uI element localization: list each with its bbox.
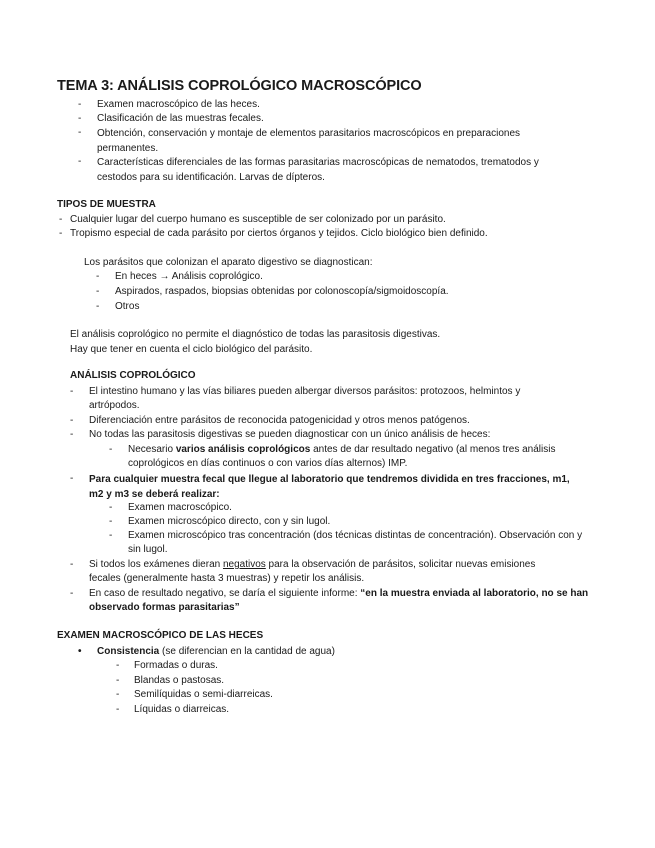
dash-marker: - (109, 444, 113, 455)
coprologico-item: No todas las parasitosis digestivas se pueden diagnosticar con un único análisis de heces: (89, 429, 491, 440)
tipos-item: Tropismo especial de cada parásito por ciertos órganos y tejidos. Ciclo biológico bien definido. (70, 228, 488, 239)
examen-item: Líquidas o diarreicas. (134, 704, 230, 715)
dash-marker: - (109, 530, 113, 541)
intro-item: Examen macroscópico de las heces. (97, 99, 260, 110)
intro-item: Características diferenciales de las formas parasitarias macroscópicas de nematodos, trematodos y cestodos para su identificación. Larvas de dípteros. (97, 157, 539, 183)
coprologico-item: Diferenciación entre parásitos de reconocida patogenicidad y otros menos patógenos. (89, 415, 470, 426)
subitem-bold: varios análisis coprológicos (175, 444, 311, 455)
dash-marker: - (78, 99, 82, 110)
dash-marker: - (78, 156, 82, 167)
dash-marker: - (116, 675, 120, 686)
tipos-note: Hay que tener en cuenta el ciclo biológico del parásito. (70, 344, 313, 355)
coprologico-subitem: Examen macroscópico. (128, 502, 232, 513)
dash-marker: - (59, 214, 63, 225)
item-underlined: negativos (222, 559, 266, 570)
dash-marker: - (109, 502, 113, 513)
coprologico-subitem: Examen microscópico tras concentración (dos técnicas distintas de concentración). Observación con y sin lugol. (128, 530, 583, 555)
bullet-marker: • (78, 646, 82, 657)
digestive-item: Aspirados, raspados, biopsias obtenidas por colonoscopía/sigmoidoscopía. (115, 286, 449, 297)
subitem-text: antes de dar resultado negativo (al menos tres análisis coprológicos en días continuos o con varios días alternos) IMP. (128, 444, 556, 469)
tipos-item: Cualquier lugar del cuerpo humano es susceptible de ser colonizado por un parásito. (70, 214, 446, 225)
dash-marker: - (70, 386, 74, 397)
page-title: TEMA 3: ANÁLISIS COPROLÓGICO MACROSCÓPICO (57, 78, 422, 94)
dash-marker: - (96, 271, 100, 282)
coprologico-item-bold: Para cualquier muestra fecal que llegue al laboratorio que tendremos dividida en tres fracciones, m1, m2 y m3 se deberá realizar: (89, 474, 570, 500)
item-text: En caso de resultado negativo, se daría el siguiente informe: (89, 588, 361, 599)
dash-marker: - (109, 516, 113, 527)
dash-marker: - (116, 689, 120, 700)
section-heading-tipos: TIPOS DE MUESTRA (57, 199, 156, 210)
coprologico-item (89, 558, 569, 586)
intro-item: Clasificación de las muestras fecales. (97, 113, 264, 124)
dash-marker: - (70, 415, 74, 426)
consistencia-line (97, 645, 335, 658)
tipos-note: El análisis coprológico no permite el diagnóstico de todas las parasitosis digestivas. (70, 329, 441, 340)
dash-marker: - (59, 228, 63, 239)
consistencia-label: Consistencia (97, 646, 160, 657)
examen-item: Formadas o duras. (134, 660, 218, 671)
dash-marker: - (70, 588, 74, 599)
coprologico-item (89, 587, 589, 615)
subitem-text: Necesario (128, 444, 176, 455)
item-bold-quote: “en la muestra enviada al laboratorio, no se han observado formas parasitarias” (89, 588, 589, 613)
coprologico-subitem: Examen microscópico directo, con y sin lugol. (128, 516, 331, 527)
dash-marker: - (96, 286, 100, 297)
dash-marker: - (96, 301, 100, 312)
dash-marker: - (116, 660, 120, 671)
dash-marker: - (116, 704, 120, 715)
examen-item: Blandas o pastosas. (134, 675, 225, 686)
examen-item: Semilíquidas o semi-diarreicas. (134, 689, 273, 700)
dash-marker: - (78, 113, 82, 124)
digestive-intro: Los parásitos que colonizan el aparato digestivo se diagnostican: (84, 257, 373, 268)
coprologico-item: El intestino humano y las vías biliares pueden albergar diversos parásitos: protozoos, helmintos y artrópodos. (89, 386, 521, 411)
dash-marker: - (70, 473, 74, 484)
section-heading-coprologico: ANÁLISIS COPROLÓGICO (70, 370, 196, 381)
consistencia-note: (se diferencian en la cantidad de agua) (159, 646, 335, 657)
section-heading-examen: EXAMEN MACROSCÓPICO DE LAS HECES (57, 630, 264, 641)
dash-marker: - (78, 127, 82, 138)
coprologico-subitem (128, 443, 583, 471)
dash-marker: - (70, 429, 74, 440)
dash-marker: - (70, 559, 74, 570)
digestive-item: En heces → Análisis coprológico. (115, 271, 263, 282)
item-text: para la observación de parásitos, solicitar nuevas emisiones fecales (generalmente hasta 3 muestras) y repetir los análisis. (89, 559, 536, 584)
item-text: Si todos los exámenes dieran (89, 559, 223, 570)
digestive-item: Otros (115, 301, 140, 312)
intro-item: Obtención, conservación y montaje de elementos parasitarios macroscópicos en preparaciones permanentes. (97, 128, 521, 154)
